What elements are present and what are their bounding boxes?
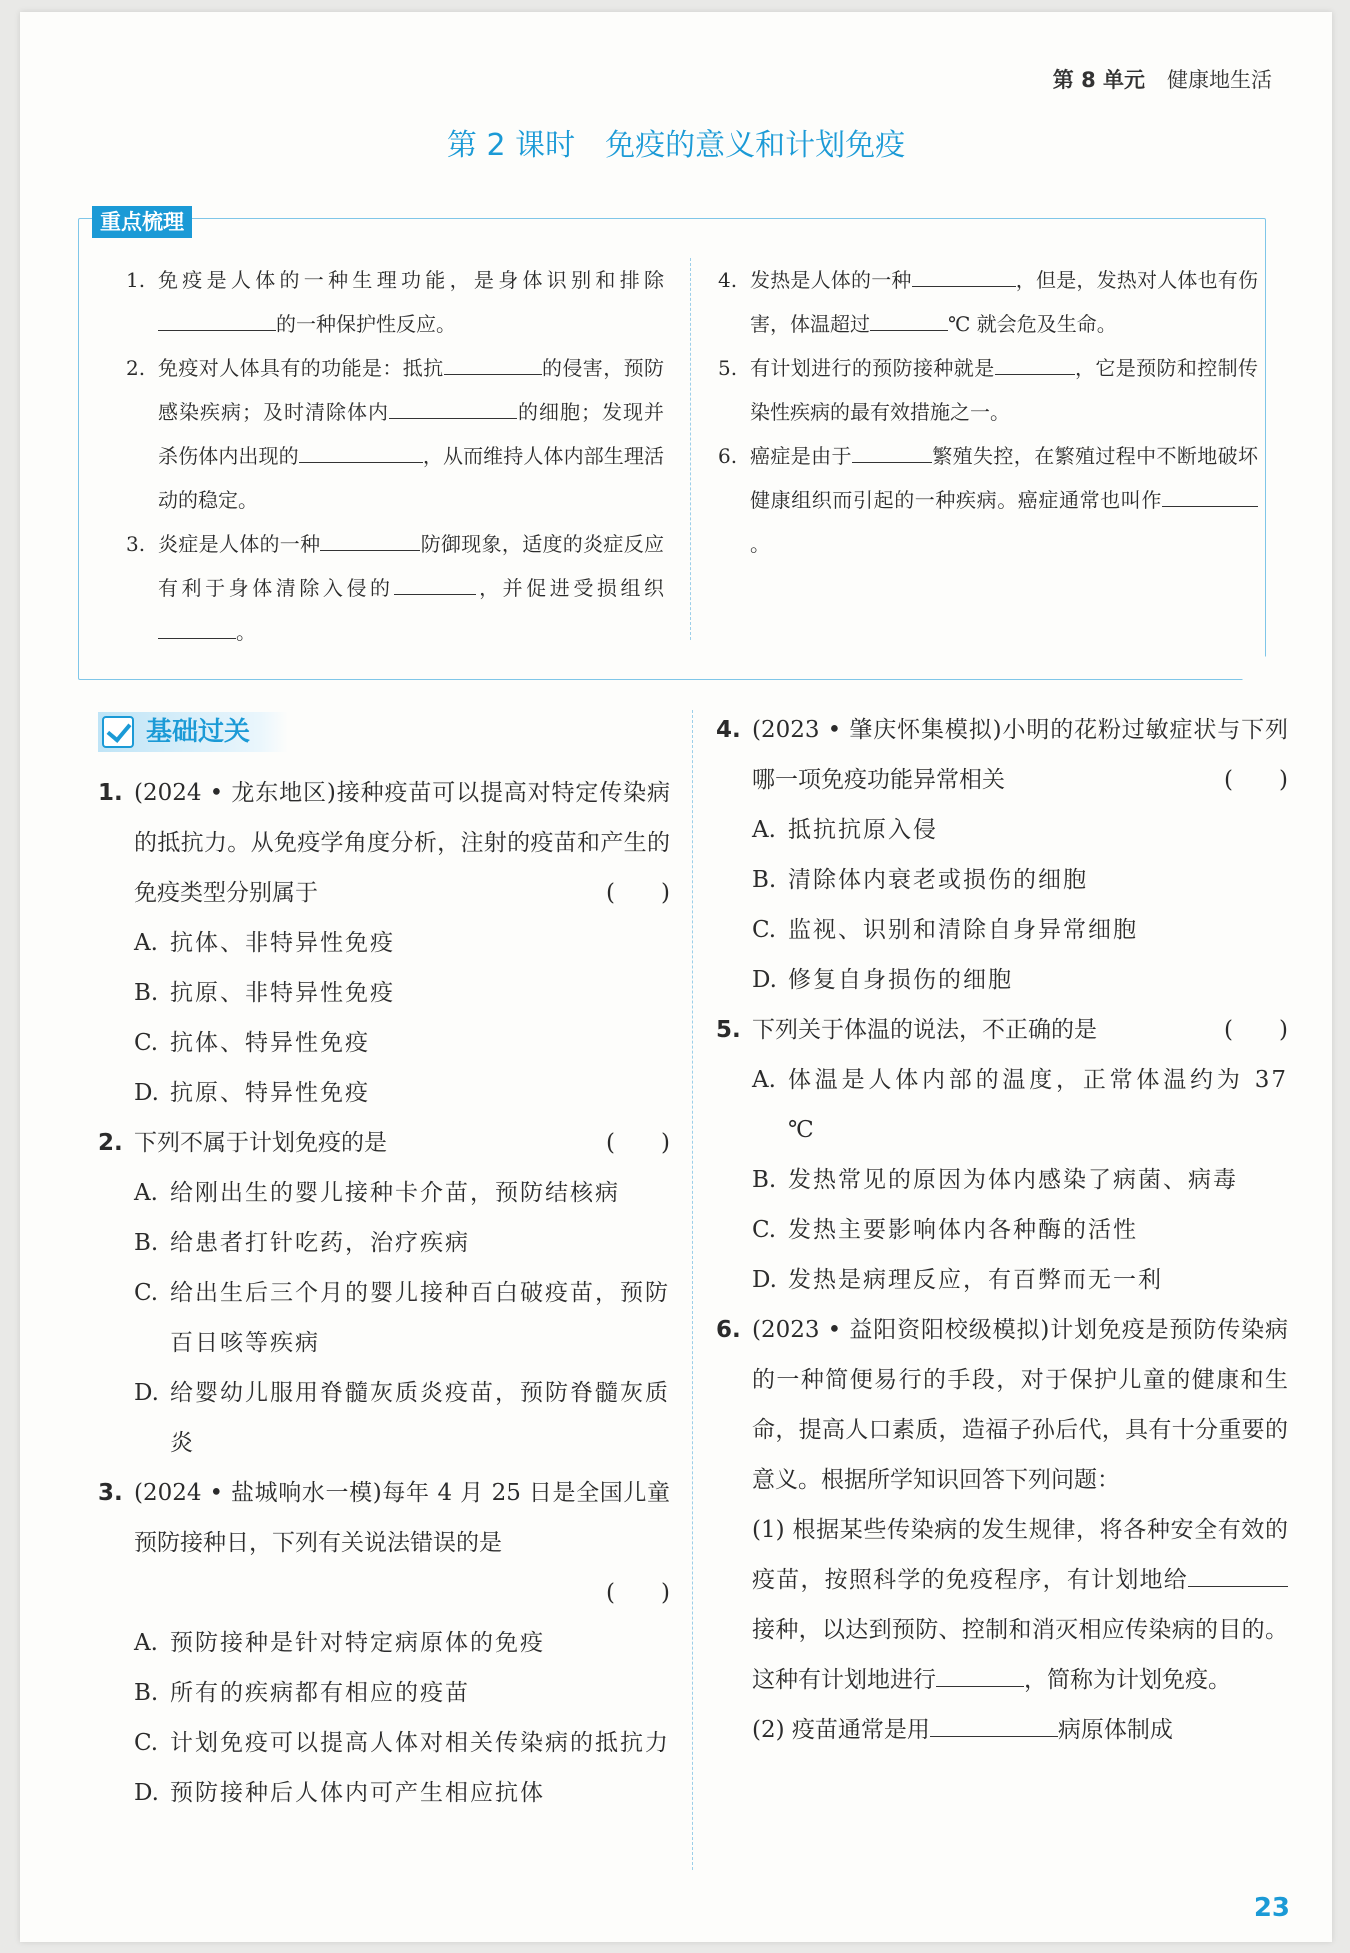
- option-item[interactable]: D. 修复自身损伤的细胞: [752, 967, 1013, 993]
- page-number: 23: [1253, 1893, 1290, 1923]
- lesson-number: 第 2 课时: [446, 128, 576, 163]
- section-title: 基础过关: [146, 717, 251, 747]
- sub-question-1: (1) 根据某些传染病的发生规律，将各种安全有效的疫苗，按照科学的免疫程序，有计划地给接种，以达到预防、控制和消灭相应传染病的目的。这种有计划地进行 ，简称为计划免疫。: [752, 1517, 1288, 1693]
- fill-blank[interactable]: [930, 1714, 1058, 1737]
- key-points-divider: [690, 258, 691, 640]
- option-item[interactable]: A. 体温是人体内部的温度，正常体温约为 37 ℃: [752, 1067, 1288, 1143]
- question-4: 4. (2023 • 肇庆怀集模拟)小明的花粉过敏症状与下列哪一项免疫功能异常相关 ( ): [716, 705, 1288, 805]
- unit-number: 第 8 单元: [1052, 68, 1145, 92]
- answer-paren-line: [98, 1568, 670, 1618]
- fill-blank[interactable]: [158, 311, 276, 331]
- column-divider: [692, 710, 693, 1870]
- option-item[interactable]: B. 抗原、非特异性免疫: [134, 980, 395, 1006]
- key-point-3: 3. 炎症是人体的一种 防御现象，适度的炎症反应有利于身体清除入侵的 ，并促进受损组织。: [126, 532, 665, 644]
- option-item[interactable]: C. 给出生后三个月的婴儿接种百白破疫苗，预防百日咳等疾病: [134, 1280, 670, 1356]
- unit-header: [1053, 64, 1272, 94]
- question-5: 5. 下列关于体温的说法，不正确的是 ( ): [716, 1005, 1288, 1055]
- answer-paren[interactable]: ( ): [606, 1580, 670, 1606]
- fill-blank[interactable]: [394, 575, 476, 595]
- key-point-6: 6. 癌症是由于 繁殖失控，在繁殖过程中不断地破坏健康组织而引起的一种疾病。癌症通常也叫作。: [718, 444, 1259, 556]
- key-point-4: 4. 发热是人体的一种 ，但是，发热对人体也有伤害，体温超过 ℃ 就会危及生命。: [718, 268, 1259, 336]
- lesson-name: 免疫的意义和计划免疫: [605, 128, 906, 163]
- option-item[interactable]: A. 抵抗抗原入侵: [752, 817, 938, 843]
- answer-paren[interactable]: ( ): [606, 1130, 670, 1156]
- fill-blank[interactable]: [912, 267, 1016, 287]
- option-item[interactable]: C. 发热主要影响体内各种酶的活性: [752, 1217, 1138, 1243]
- sub-question-2: (2) 疫苗通常是用 病原体制成: [716, 1705, 1288, 1755]
- fill-blank[interactable]: [852, 443, 932, 463]
- question-6: 6. (2023 • 益阳资阳校级模拟)计划免疫是预防传染病的一种简便易行的手段，对于保护儿童的健康和生命，提高人口素质，造福子孙后代，具有十分重要的意义。根据所学知识回答下列问题：: [716, 1317, 1289, 1493]
- answer-paren[interactable]: ( ): [1224, 767, 1288, 793]
- question-2: 2. 下列不属于计划免疫的是 ( ): [98, 1118, 670, 1168]
- option-item[interactable]: C. 抗体、特异性免疫: [134, 1030, 370, 1056]
- key-points-left-column: [126, 258, 664, 654]
- fill-blank[interactable]: [1162, 487, 1258, 507]
- fill-blank[interactable]: [870, 311, 948, 331]
- key-points-label: 重点梳理: [92, 206, 192, 238]
- question-3: 3. (2024 • 盐城响水一模)每年 4 月 25 日是全国儿童预防接种日，下列有关说法错误的是: [98, 1480, 670, 1556]
- option-item[interactable]: D. 抗原、特异性免疫: [134, 1080, 370, 1106]
- fill-blank[interactable]: [1188, 1564, 1288, 1587]
- fill-blank[interactable]: [158, 619, 236, 639]
- option-item[interactable]: D. 给婴幼儿服用脊髓灰质炎疫苗，预防脊髓灰质炎: [134, 1380, 670, 1456]
- option-item[interactable]: B. 给患者打针吃药，治疗疾病: [134, 1230, 470, 1256]
- questions-left-column: [98, 768, 670, 1818]
- option-item[interactable]: A. 抗体、非特异性免疫: [134, 930, 395, 956]
- option-item[interactable]: A. 预防接种是针对特定病原体的免疫: [134, 1630, 545, 1656]
- fill-blank[interactable]: [320, 531, 420, 551]
- key-point-2: 2. 免疫对人体具有的功能是：抵抗 的侵害，预防感染疾病；及时清除体内 的细胞；发现并杀伤体内出现的 ，从而维持人体内部生理活动的稳定。: [126, 356, 665, 512]
- unit-title: 健康地生活: [1167, 68, 1272, 92]
- option-item[interactable]: D. 发热是病理反应，有百弊而无一利: [752, 1267, 1163, 1293]
- option-item[interactable]: B. 发热常见的原因为体内感染了病菌、病毒: [752, 1167, 1238, 1193]
- fill-blank[interactable]: [936, 1664, 1024, 1687]
- answer-paren[interactable]: ( ): [606, 880, 670, 906]
- option-item[interactable]: A. 给刚出生的婴儿接种卡介苗，预防结核病: [134, 1180, 620, 1206]
- key-point-1: 1. 免疫是人体的一种生理功能，是身体识别和排除的一种保护性反应。: [126, 268, 664, 336]
- section-tag: [98, 712, 288, 752]
- fill-blank[interactable]: [389, 399, 517, 419]
- lesson-title: [20, 120, 1332, 164]
- option-item[interactable]: C. 计划免疫可以提高人体对相关传染病的抵抗力: [134, 1730, 670, 1756]
- key-point-5: 5. 有计划进行的预防接种就是 ，它是预防和控制传染性疾病的最有效措施之一。: [718, 356, 1259, 424]
- option-item[interactable]: B. 所有的疾病都有相应的疫苗: [134, 1680, 470, 1706]
- question-1: 1. (2024 • 龙东地区)接种疫苗可以提高对特定传染病的抵抗力。从免疫学角度分析，注射的疫苗和产生的免疫类型分别属于 ( ): [98, 768, 670, 918]
- option-item[interactable]: C. 监视、识别和清除自身异常细胞: [752, 917, 1138, 943]
- fill-blank[interactable]: [995, 355, 1075, 375]
- fill-blank[interactable]: [444, 355, 542, 375]
- checkbox-icon: [102, 716, 134, 748]
- fill-blank[interactable]: [299, 443, 423, 463]
- answer-paren[interactable]: ( ): [1224, 1017, 1288, 1043]
- option-item[interactable]: D. 预防接种后人体内可产生相应抗体: [134, 1780, 545, 1806]
- option-item[interactable]: B. 清除体内衰老或损伤的细胞: [752, 867, 1088, 893]
- questions-right-column: [716, 705, 1288, 1755]
- key-points-right-column: [718, 258, 1258, 566]
